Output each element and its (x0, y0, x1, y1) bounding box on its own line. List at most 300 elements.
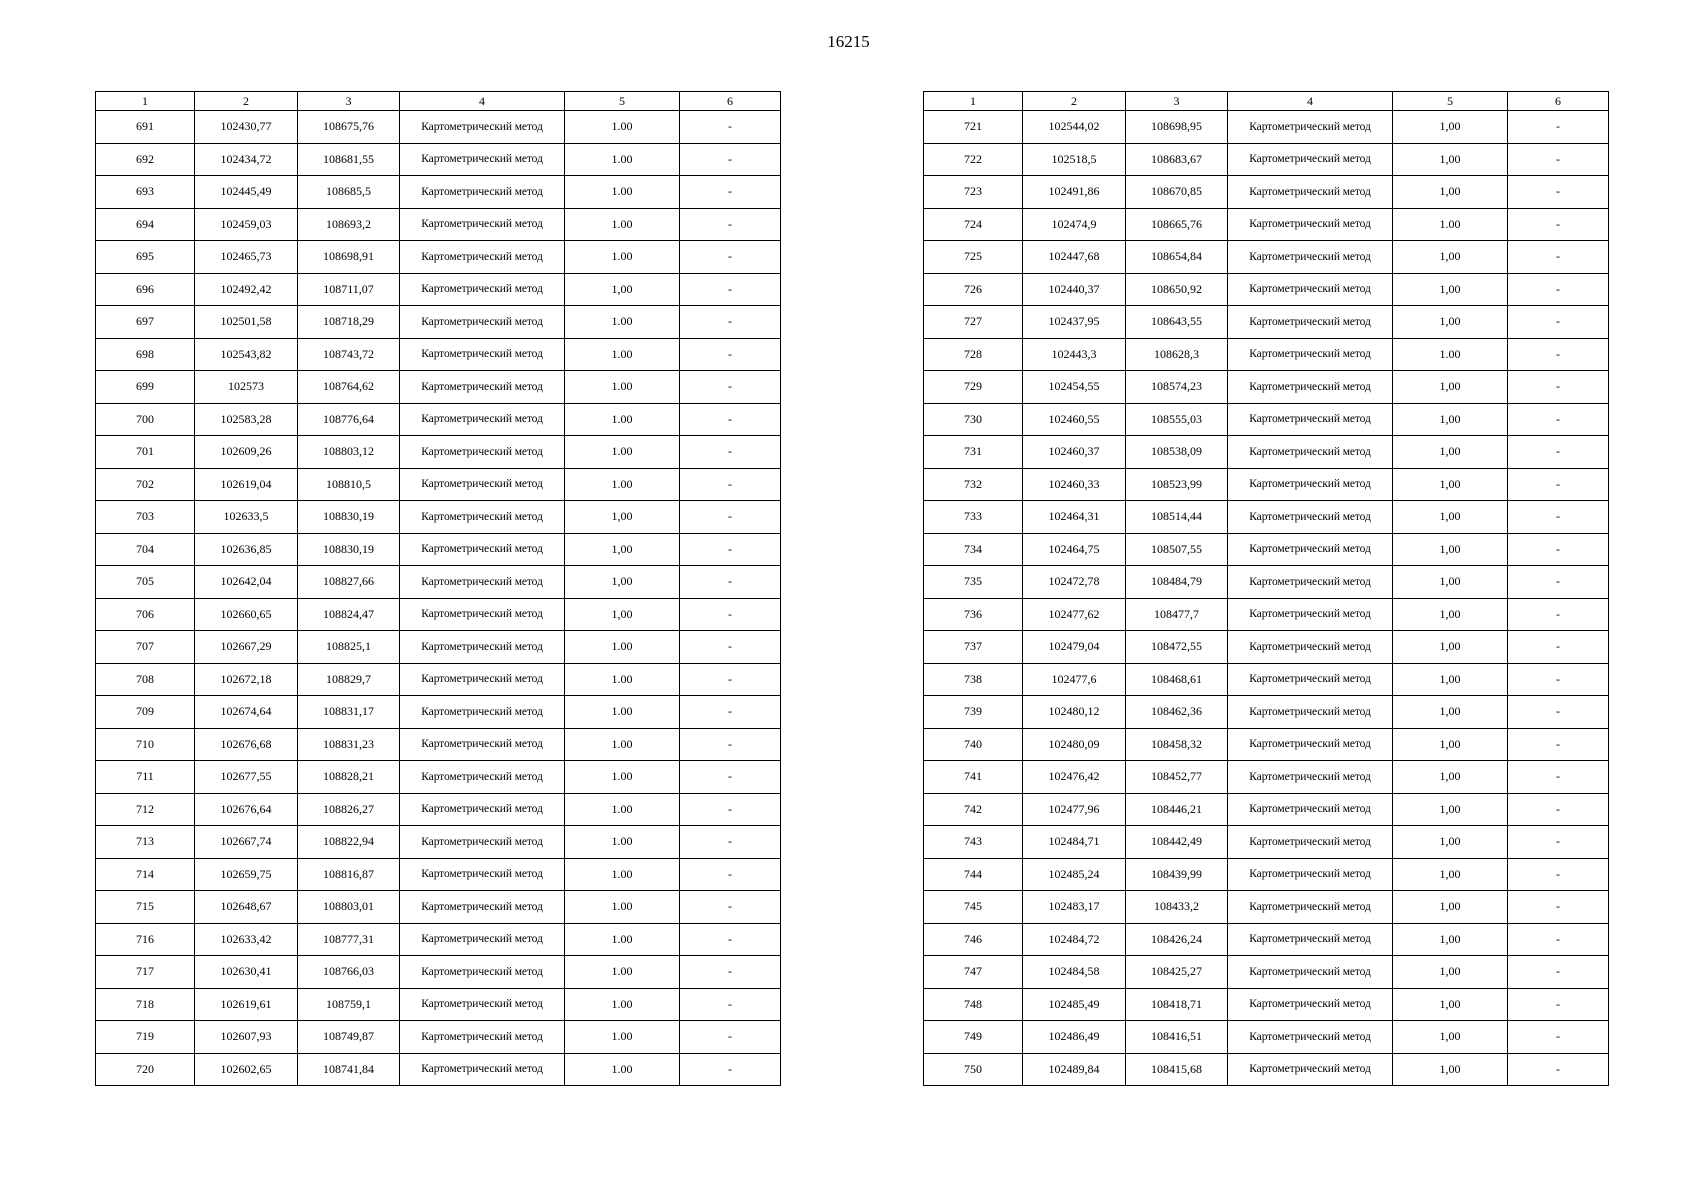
point-number-cell: 706 (96, 598, 195, 631)
accuracy-cell: 1.00 (565, 858, 680, 891)
description-cell: - (680, 533, 781, 566)
x-coordinate-cell: 102474,9 (1023, 208, 1126, 241)
table-row (96, 208, 781, 241)
x-coordinate-cell: 102486,49 (1023, 1021, 1126, 1054)
method-cell: Картометрический метод (400, 273, 565, 306)
column-header: 2 (1023, 92, 1126, 111)
description-cell: - (680, 468, 781, 501)
y-coordinate-cell: 108830,19 (298, 533, 400, 566)
x-coordinate-cell: 102544,02 (1023, 111, 1126, 144)
table-row (96, 923, 781, 956)
y-coordinate-cell: 108675,76 (298, 111, 400, 144)
y-coordinate-cell: 108665,76 (1126, 208, 1228, 241)
table-row (96, 598, 781, 631)
point-number-cell: 698 (96, 338, 195, 371)
y-coordinate-cell: 108764,62 (298, 371, 400, 404)
method-cell: Картометрический метод (1228, 1021, 1393, 1054)
description-cell: - (1508, 338, 1609, 371)
column-header: 1 (924, 92, 1023, 111)
table-row (96, 436, 781, 469)
table-row (924, 988, 1609, 1021)
point-number-cell: 726 (924, 273, 1023, 306)
description-cell: - (680, 858, 781, 891)
table-row (924, 826, 1609, 859)
description-cell: - (680, 338, 781, 371)
y-coordinate-cell: 108654,84 (1126, 241, 1228, 274)
y-coordinate-cell: 108711,07 (298, 273, 400, 306)
column-header: 5 (565, 92, 680, 111)
accuracy-cell: 1.00 (565, 728, 680, 761)
y-coordinate-cell: 108670,85 (1126, 176, 1228, 209)
point-number-cell: 737 (924, 631, 1023, 664)
table-row (96, 956, 781, 989)
point-number-cell: 729 (924, 371, 1023, 404)
accuracy-cell: 1,00 (565, 273, 680, 306)
description-cell: - (680, 761, 781, 794)
y-coordinate-cell: 108743,72 (298, 338, 400, 371)
description-cell: - (680, 793, 781, 826)
description-cell: - (680, 306, 781, 339)
accuracy-cell: 1,00 (1393, 111, 1508, 144)
y-coordinate-cell: 108446,21 (1126, 793, 1228, 826)
point-number-cell: 707 (96, 631, 195, 664)
description-cell: - (680, 273, 781, 306)
point-number-cell: 740 (924, 728, 1023, 761)
method-cell: Картометрический метод (1228, 208, 1393, 241)
accuracy-cell: 1.00 (565, 923, 680, 956)
x-coordinate-cell: 102454,55 (1023, 371, 1126, 404)
x-coordinate-cell: 102484,72 (1023, 923, 1126, 956)
method-cell: Картометрический метод (400, 858, 565, 891)
method-cell: Картометрический метод (400, 696, 565, 729)
table-row (924, 728, 1609, 761)
point-number-cell: 693 (96, 176, 195, 209)
point-number-cell: 715 (96, 891, 195, 924)
method-cell: Картометрический метод (400, 988, 565, 1021)
y-coordinate-cell: 108766,03 (298, 956, 400, 989)
description-cell: - (680, 696, 781, 729)
point-number-cell: 730 (924, 403, 1023, 436)
table-row (96, 371, 781, 404)
x-coordinate-cell: 102489,84 (1023, 1053, 1126, 1086)
method-cell: Картометрический метод (400, 111, 565, 144)
table-row (924, 793, 1609, 826)
description-cell: - (1508, 273, 1609, 306)
table-row (924, 111, 1609, 144)
point-number-cell: 699 (96, 371, 195, 404)
y-coordinate-cell: 108442,49 (1126, 826, 1228, 859)
x-coordinate-cell: 102480,12 (1023, 696, 1126, 729)
description-cell: - (1508, 793, 1609, 826)
method-cell: Картометрический метод (400, 761, 565, 794)
method-cell: Картометрический метод (400, 208, 565, 241)
y-coordinate-cell: 108643,55 (1126, 306, 1228, 339)
method-cell: Картометрический метод (1228, 923, 1393, 956)
description-cell: - (1508, 858, 1609, 891)
column-header: 4 (1228, 92, 1393, 111)
column-header: 3 (298, 92, 400, 111)
y-coordinate-cell: 108514,44 (1126, 501, 1228, 534)
point-number-cell: 697 (96, 306, 195, 339)
table-row (96, 273, 781, 306)
point-number-cell: 696 (96, 273, 195, 306)
method-cell: Картометрический метод (1228, 338, 1393, 371)
page-number: 16215 (827, 32, 870, 51)
x-coordinate-cell: 102607,93 (195, 1021, 298, 1054)
method-cell: Картометрический метод (1228, 826, 1393, 859)
point-number-cell: 710 (96, 728, 195, 761)
accuracy-cell: 1,00 (1393, 371, 1508, 404)
x-coordinate-cell: 102518,5 (1023, 143, 1126, 176)
y-coordinate-cell: 108776,64 (298, 403, 400, 436)
method-cell: Картометрический метод (400, 403, 565, 436)
description-cell: - (1508, 371, 1609, 404)
table-row (924, 1053, 1609, 1086)
accuracy-cell: 1,00 (1393, 728, 1508, 761)
y-coordinate-cell: 108418,71 (1126, 988, 1228, 1021)
y-coordinate-cell: 108777,31 (298, 923, 400, 956)
method-cell: Картометрический метод (1228, 501, 1393, 534)
coordinates-table-left (95, 91, 781, 1086)
point-number-cell: 714 (96, 858, 195, 891)
method-cell: Картометрический метод (400, 338, 565, 371)
table-row (924, 371, 1609, 404)
column-header: 1 (96, 92, 195, 111)
point-number-cell: 750 (924, 1053, 1023, 1086)
y-coordinate-cell: 108826,27 (298, 793, 400, 826)
method-cell: Картометрический метод (1228, 696, 1393, 729)
accuracy-cell: 1.00 (565, 208, 680, 241)
x-coordinate-cell: 102443,3 (1023, 338, 1126, 371)
method-cell: Картометрический метод (1228, 598, 1393, 631)
accuracy-cell: 1,00 (1393, 533, 1508, 566)
point-number-cell: 731 (924, 436, 1023, 469)
point-number-cell: 703 (96, 501, 195, 534)
method-cell: Картометрический метод (400, 306, 565, 339)
point-number-cell: 743 (924, 826, 1023, 859)
description-cell: - (680, 143, 781, 176)
method-cell: Картометрический метод (400, 826, 565, 859)
accuracy-cell: 1,00 (1393, 598, 1508, 631)
x-coordinate-cell: 102667,74 (195, 826, 298, 859)
method-cell: Картометрический метод (1228, 436, 1393, 469)
point-number-cell: 708 (96, 663, 195, 696)
y-coordinate-cell: 108555,03 (1126, 403, 1228, 436)
description-cell: - (680, 436, 781, 469)
x-coordinate-cell: 102464,31 (1023, 501, 1126, 534)
x-coordinate-cell: 102437,95 (1023, 306, 1126, 339)
y-coordinate-cell: 108830,19 (298, 501, 400, 534)
table-row (924, 338, 1609, 371)
method-cell: Картометрический метод (400, 793, 565, 826)
point-number-cell: 746 (924, 923, 1023, 956)
accuracy-cell: 1,00 (565, 566, 680, 599)
description-cell: - (1508, 436, 1609, 469)
point-number-cell: 728 (924, 338, 1023, 371)
accuracy-cell: 1.00 (1393, 208, 1508, 241)
table-row (924, 858, 1609, 891)
method-cell: Картометрический метод (1228, 566, 1393, 599)
description-cell: - (680, 371, 781, 404)
method-cell: Картометрический метод (1228, 273, 1393, 306)
y-coordinate-cell: 108685,5 (298, 176, 400, 209)
description-cell: - (680, 1053, 781, 1086)
x-coordinate-cell: 102459,03 (195, 208, 298, 241)
description-cell: - (1508, 988, 1609, 1021)
x-coordinate-cell: 102430,77 (195, 111, 298, 144)
accuracy-cell: 1,00 (1393, 696, 1508, 729)
x-coordinate-cell: 102573 (195, 371, 298, 404)
table-row (96, 533, 781, 566)
method-cell: Картометрический метод (1228, 468, 1393, 501)
column-header: 6 (680, 92, 781, 111)
y-coordinate-cell: 108822,94 (298, 826, 400, 859)
y-coordinate-cell: 108803,12 (298, 436, 400, 469)
table-row (924, 1021, 1609, 1054)
y-coordinate-cell: 108803,01 (298, 891, 400, 924)
y-coordinate-cell: 108452,77 (1126, 761, 1228, 794)
y-coordinate-cell: 108484,79 (1126, 566, 1228, 599)
x-coordinate-cell: 102485,24 (1023, 858, 1126, 891)
point-number-cell: 732 (924, 468, 1023, 501)
table-row (96, 793, 781, 826)
point-number-cell: 727 (924, 306, 1023, 339)
y-coordinate-cell: 108472,55 (1126, 631, 1228, 664)
table-row (924, 176, 1609, 209)
point-number-cell: 723 (924, 176, 1023, 209)
accuracy-cell: 1,00 (565, 501, 680, 534)
accuracy-cell: 1.00 (565, 631, 680, 664)
x-coordinate-cell: 102477,62 (1023, 598, 1126, 631)
method-cell: Картометрический метод (400, 631, 565, 664)
description-cell: - (1508, 923, 1609, 956)
description-cell: - (1508, 631, 1609, 664)
point-number-cell: 694 (96, 208, 195, 241)
method-cell: Картометрический метод (400, 371, 565, 404)
method-cell: Картометрический метод (1228, 761, 1393, 794)
description-cell: - (1508, 663, 1609, 696)
description-cell: - (1508, 306, 1609, 339)
accuracy-cell: 1,00 (1393, 241, 1508, 274)
accuracy-cell: 1.00 (565, 143, 680, 176)
table-row (96, 241, 781, 274)
table-row (924, 403, 1609, 436)
accuracy-cell: 1,00 (1393, 273, 1508, 306)
x-coordinate-cell: 102472,78 (1023, 566, 1126, 599)
table-row (96, 566, 781, 599)
method-cell: Картометрический метод (400, 143, 565, 176)
description-cell: - (680, 1021, 781, 1054)
table-row (924, 663, 1609, 696)
y-coordinate-cell: 108829,7 (298, 663, 400, 696)
table-row (924, 501, 1609, 534)
method-cell: Картометрический метод (1228, 858, 1393, 891)
table-row (924, 566, 1609, 599)
y-coordinate-cell: 108628,3 (1126, 338, 1228, 371)
description-cell: - (680, 501, 781, 534)
method-cell: Картометрический метод (1228, 631, 1393, 664)
accuracy-cell: 1,00 (1393, 858, 1508, 891)
table-row (924, 631, 1609, 664)
y-coordinate-cell: 108698,95 (1126, 111, 1228, 144)
accuracy-cell: 1,00 (1393, 436, 1508, 469)
y-coordinate-cell: 108741,84 (298, 1053, 400, 1086)
accuracy-cell: 1.00 (565, 306, 680, 339)
point-number-cell: 721 (924, 111, 1023, 144)
column-header: 3 (1126, 92, 1228, 111)
point-number-cell: 712 (96, 793, 195, 826)
y-coordinate-cell: 108425,27 (1126, 956, 1228, 989)
x-coordinate-cell: 102630,41 (195, 956, 298, 989)
accuracy-cell: 1,00 (1393, 403, 1508, 436)
accuracy-cell: 1,00 (565, 533, 680, 566)
description-cell: - (680, 241, 781, 274)
y-coordinate-cell: 108824,47 (298, 598, 400, 631)
x-coordinate-cell: 102602,65 (195, 1053, 298, 1086)
y-coordinate-cell: 108477,7 (1126, 598, 1228, 631)
method-cell: Картометрический метод (1228, 371, 1393, 404)
y-coordinate-cell: 108828,21 (298, 761, 400, 794)
x-coordinate-cell: 102483,17 (1023, 891, 1126, 924)
x-coordinate-cell: 102440,37 (1023, 273, 1126, 306)
accuracy-cell: 1.00 (565, 956, 680, 989)
x-coordinate-cell: 102491,86 (1023, 176, 1126, 209)
table-row (96, 306, 781, 339)
y-coordinate-cell: 108462,36 (1126, 696, 1228, 729)
table-row (96, 826, 781, 859)
table-row (96, 631, 781, 664)
description-cell: - (1508, 761, 1609, 794)
point-number-cell: 720 (96, 1053, 195, 1086)
y-coordinate-cell: 108831,23 (298, 728, 400, 761)
point-number-cell: 736 (924, 598, 1023, 631)
coordinates-table-right (923, 91, 1609, 1086)
table-row (924, 696, 1609, 729)
x-coordinate-cell: 102476,42 (1023, 761, 1126, 794)
table-row (96, 988, 781, 1021)
method-cell: Картометрический метод (400, 501, 565, 534)
x-coordinate-cell: 102619,61 (195, 988, 298, 1021)
accuracy-cell: 1.00 (565, 663, 680, 696)
description-cell: - (680, 891, 781, 924)
point-number-cell: 735 (924, 566, 1023, 599)
accuracy-cell: 1.00 (565, 468, 680, 501)
method-cell: Картометрический метод (1228, 241, 1393, 274)
table-row (924, 306, 1609, 339)
accuracy-cell: 1.00 (565, 826, 680, 859)
description-cell: - (680, 598, 781, 631)
point-number-cell: 709 (96, 696, 195, 729)
table-row (96, 1021, 781, 1054)
x-coordinate-cell: 102667,29 (195, 631, 298, 664)
description-cell: - (1508, 241, 1609, 274)
x-coordinate-cell: 102642,04 (195, 566, 298, 599)
accuracy-cell: 1.00 (565, 793, 680, 826)
accuracy-cell: 1,00 (1393, 891, 1508, 924)
y-coordinate-cell: 108538,09 (1126, 436, 1228, 469)
method-cell: Картометрический метод (400, 598, 565, 631)
x-coordinate-cell: 102434,72 (195, 143, 298, 176)
x-coordinate-cell: 102676,68 (195, 728, 298, 761)
y-coordinate-cell: 108426,24 (1126, 923, 1228, 956)
y-coordinate-cell: 108574,23 (1126, 371, 1228, 404)
description-cell: - (680, 631, 781, 664)
accuracy-cell: 1.00 (565, 436, 680, 469)
point-number-cell: 713 (96, 826, 195, 859)
method-cell: Картометрический метод (1228, 988, 1393, 1021)
x-coordinate-cell: 102674,64 (195, 696, 298, 729)
accuracy-cell: 1,00 (1393, 793, 1508, 826)
accuracy-cell: 1.00 (565, 1053, 680, 1086)
accuracy-cell: 1,00 (1393, 1021, 1508, 1054)
table-row (96, 696, 781, 729)
accuracy-cell: 1,00 (1393, 988, 1508, 1021)
method-cell: Картометрический метод (1228, 533, 1393, 566)
x-coordinate-cell: 102492,42 (195, 273, 298, 306)
table-row (96, 111, 781, 144)
column-header: 2 (195, 92, 298, 111)
table-header-row (924, 92, 1609, 111)
x-coordinate-cell: 102659,75 (195, 858, 298, 891)
y-coordinate-cell: 108433,2 (1126, 891, 1228, 924)
point-number-cell: 716 (96, 923, 195, 956)
point-number-cell: 702 (96, 468, 195, 501)
description-cell: - (680, 176, 781, 209)
method-cell: Картометрический метод (400, 533, 565, 566)
method-cell: Картометрический метод (400, 1021, 565, 1054)
point-number-cell: 738 (924, 663, 1023, 696)
point-number-cell: 744 (924, 858, 1023, 891)
point-number-cell: 705 (96, 566, 195, 599)
x-coordinate-cell: 102460,55 (1023, 403, 1126, 436)
accuracy-cell: 1.00 (565, 338, 680, 371)
x-coordinate-cell: 102609,26 (195, 436, 298, 469)
point-number-cell: 700 (96, 403, 195, 436)
table-row (924, 208, 1609, 241)
y-coordinate-cell: 108749,87 (298, 1021, 400, 1054)
description-cell: - (1508, 143, 1609, 176)
point-number-cell: 734 (924, 533, 1023, 566)
x-coordinate-cell: 102660,65 (195, 598, 298, 631)
method-cell: Картометрический метод (400, 1053, 565, 1086)
method-cell: Картометрический метод (1228, 793, 1393, 826)
point-number-cell: 739 (924, 696, 1023, 729)
accuracy-cell: 1,00 (1393, 1053, 1508, 1086)
x-coordinate-cell: 102484,58 (1023, 956, 1126, 989)
accuracy-cell: 1.00 (565, 241, 680, 274)
x-coordinate-cell: 102484,71 (1023, 826, 1126, 859)
point-number-cell: 701 (96, 436, 195, 469)
accuracy-cell: 1.00 (565, 371, 680, 404)
point-number-cell: 692 (96, 143, 195, 176)
x-coordinate-cell: 102480,09 (1023, 728, 1126, 761)
y-coordinate-cell: 108693,2 (298, 208, 400, 241)
method-cell: Картометрический метод (400, 923, 565, 956)
method-cell: Картометрический метод (400, 728, 565, 761)
y-coordinate-cell: 108698,91 (298, 241, 400, 274)
x-coordinate-cell: 102619,04 (195, 468, 298, 501)
table-row (96, 468, 781, 501)
y-coordinate-cell: 108825,1 (298, 631, 400, 664)
point-number-cell: 747 (924, 956, 1023, 989)
accuracy-cell: 1,00 (1393, 306, 1508, 339)
x-coordinate-cell: 102636,85 (195, 533, 298, 566)
table-row (96, 858, 781, 891)
point-number-cell: 717 (96, 956, 195, 989)
method-cell: Картометрический метод (1228, 956, 1393, 989)
y-coordinate-cell: 108827,66 (298, 566, 400, 599)
method-cell: Картометрический метод (1228, 891, 1393, 924)
